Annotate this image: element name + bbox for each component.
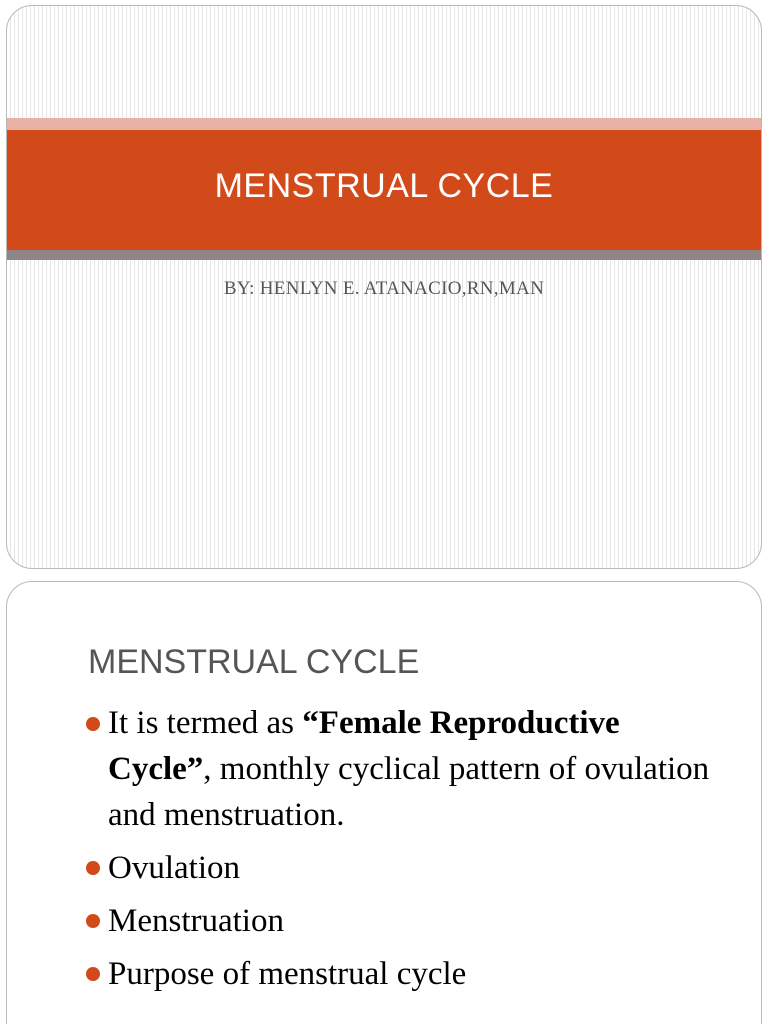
bullet-definition-suffix: , monthly cyclical pattern of ovulation and menstruation. [108, 751, 710, 833]
bullet-item-menstruation [83, 897, 723, 945]
bullet-dot-icon [86, 717, 100, 731]
bullet-item-ovulation [83, 844, 723, 892]
bullet-definition-prefix: It is termed as [108, 705, 303, 741]
bullet-definition-emphasis: “Female Reproductive Cycle” [108, 705, 620, 787]
bullet-dot-icon [86, 967, 100, 981]
bullet-item-purpose [83, 950, 723, 998]
slide-subtitle: BY: HENLYN E. ATANACIO,RN,MAN [223, 278, 545, 299]
bullet-menstruation-text: Menstruation [108, 903, 284, 939]
slide-title: MENSTRUAL CYCLE [214, 167, 554, 205]
pink-accent-strip [7, 118, 761, 130]
bullet-purpose-text: Purpose of menstrual cycle [108, 956, 467, 992]
bullet-list [83, 700, 723, 1003]
bullet-dot-icon [86, 914, 100, 928]
bullet-ovulation-text: Ovulation [108, 850, 240, 886]
content-slide-title: MENSTRUAL CYCLE [88, 643, 420, 681]
bullet-dot-icon [86, 861, 100, 875]
title-slide [6, 5, 762, 569]
content-slide [6, 581, 762, 1024]
bullet-item-definition [83, 700, 723, 838]
gray-accent-strip [7, 250, 761, 260]
